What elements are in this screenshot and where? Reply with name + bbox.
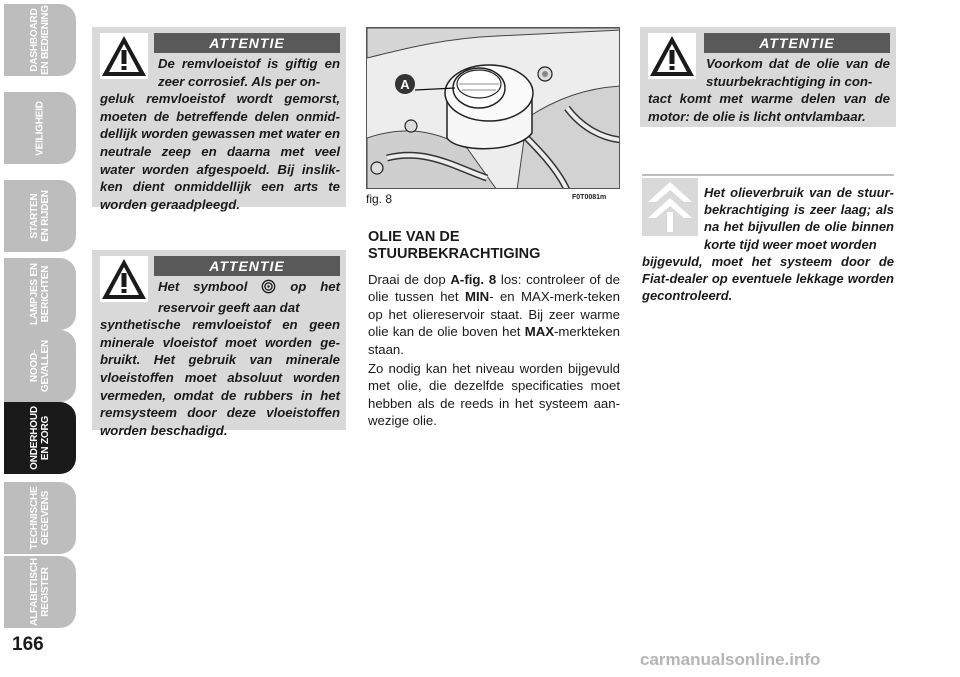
tab-label: NOOD- GEVALLEN	[29, 339, 51, 393]
note-text-start: Het olieverbruik van de stuur-bekrachtiging is zeer laag; als na het bijvullen de olie binnen korte tijd weer moet worden	[704, 185, 894, 252]
page-number: 166	[12, 634, 44, 655]
tab-veiligheid[interactable]	[4, 92, 76, 164]
tab-label: STARTEN EN RIJDEN	[29, 190, 51, 242]
synthetic-fluid-symbol-icon	[261, 279, 276, 299]
warning-text-rest: synthetische remvloeistof en geen minerale vloeistof moet worden ge-bruikt. Het gebruik van minerale vloeistoffen moet absoluut worden vermeden, omdat de rubbers in het remsysteem door deze vloeistoffen worden beschadigd.	[100, 317, 340, 438]
paragraph-top-up: Zo nodig kan het niveau worden bijgevuld met olie, die dezelfde specificaties moet hebben als de reeds in het systeem aan-wezige olie.	[368, 361, 620, 429]
warning-text-part: op het reservoir geeft aan dat	[158, 279, 340, 315]
warning-box-brake-fluid-toxic	[92, 27, 346, 212]
figure-reference: A-fig. 8	[450, 272, 497, 287]
watermark: carmanualsonline.info	[640, 650, 821, 669]
tab-label: TECHNISCHE GEGEVENS	[29, 486, 51, 550]
note-divider	[642, 174, 894, 176]
tab-register[interactable]	[4, 556, 76, 628]
warning-text	[648, 55, 890, 125]
warning-box-synthetic-fluid	[92, 250, 346, 438]
text-run: Draai de dop	[368, 272, 451, 287]
warning-box-flammable-oil	[640, 27, 896, 127]
warning-text-start	[100, 278, 340, 316]
attentie-label: ATTENTIE	[154, 256, 340, 276]
warning-text-start: Voorkom dat de olie van de stuurbekrachtiging in con-	[706, 56, 890, 89]
max-mark-label: MAX	[524, 324, 555, 340]
tab-lampjes[interactable]	[4, 258, 76, 330]
warning-text-start: De remvloeistof is giftig en zeer corrosief. Als per on-	[158, 56, 340, 89]
tab-label: ALFABETISCH REGISTER	[29, 558, 51, 626]
min-mark-label: MIN	[464, 289, 490, 305]
warning-text-part: Het symbool	[158, 279, 248, 294]
tab-dashboard[interactable]	[4, 4, 76, 76]
note-text-rest: bijgevuld, moet het systeem door de Fiat-dealer op eventuele lekkage worden gecontroleerd.	[642, 253, 894, 304]
text-run: los: controleer of de olie tussen het	[368, 272, 620, 305]
tab-technische[interactable]	[4, 482, 76, 554]
warning-text-rest: tact komt met warme delen van de motor: de olie is licht ontvlambaar.	[648, 91, 890, 124]
text-run: -merkteken staan.	[368, 324, 620, 357]
text-run: - en MAX-merk-teken op het oliereservoir staat. Bij zeer warme olie kan de olie boven het	[368, 289, 620, 340]
engine-reservoir-illustration	[366, 27, 620, 189]
tab-label: ONDERHOUD EN ZORG	[29, 406, 51, 470]
warning-text	[100, 55, 340, 213]
warning-text	[100, 278, 340, 439]
tab-starten[interactable]	[4, 180, 76, 252]
figure-code: F0T0081m	[572, 194, 607, 201]
figure-caption: fig. 8	[366, 192, 393, 206]
tab-label: VEILIGHEID	[34, 100, 46, 156]
section-heading: OLIE VAN DE STUURBEKRACHTIGING	[368, 229, 541, 262]
callout-a-label: A	[400, 77, 410, 92]
tab-onderhoud[interactable]	[4, 402, 76, 474]
tab-label: LAMPJES EN BERICHTEN	[29, 263, 51, 325]
tab-label: DASHBOARD EN BEDIENING	[29, 5, 51, 75]
paragraph-check-oil	[368, 271, 620, 358]
attentie-label: ATTENTIE	[154, 33, 340, 53]
tab-noodgevallen[interactable]	[4, 330, 76, 402]
note-text	[642, 184, 894, 304]
warning-text-rest: geluk remvloeistof wordt gemorst, moeten de betreffende delen onmid-dellijk worden gewassen met water en neutrale zeep en daarna met veel water worden afgespoeld. Bij inslik-ken dient onmiddellijk een arts te worden geraadpleegd.	[100, 91, 340, 212]
attentie-label: ATTENTIE	[704, 33, 890, 53]
